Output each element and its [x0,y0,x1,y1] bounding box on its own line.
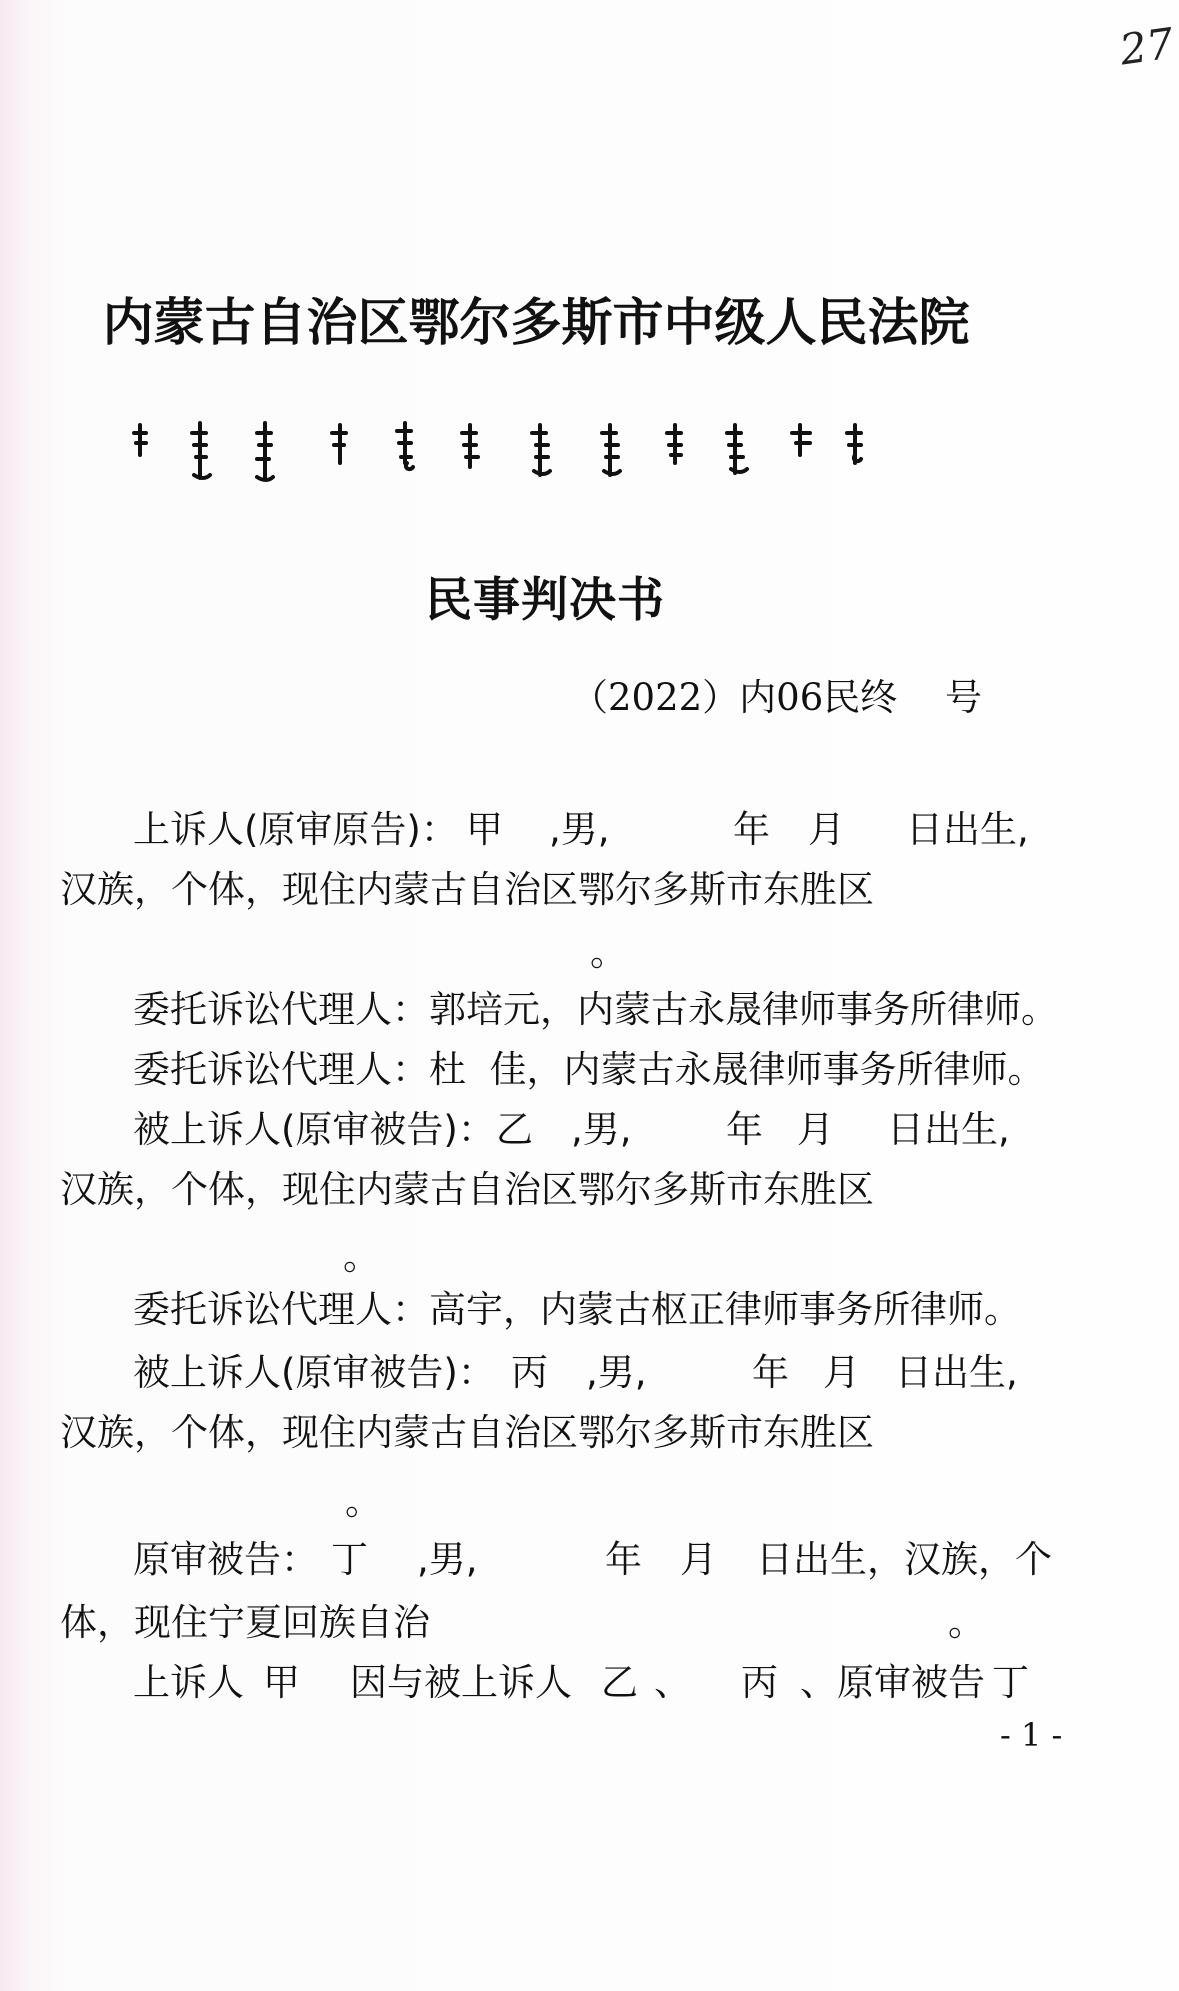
appellee2-year: 年 [752,1351,789,1394]
appellant-gender: ,男, [549,808,610,851]
appellee1-year: 年 [726,1108,763,1151]
appellee2-day: 日出生, [895,1351,1018,1394]
court-name-title: 内蒙古自治区鄂尔多斯市中级人民法院 [102,293,970,353]
appellee1-name: 乙 [496,1108,533,1151]
appellee2-name: 丙 [511,1351,548,1394]
appellee2-label: 被上诉人(原审被告)： [133,1351,495,1394]
agent-1: 委托诉讼代理人：郭培元，内蒙古永晟律师事务所律师。 [133,988,1058,1031]
appellant-name: 甲 [466,808,503,851]
defendant-name: 丁 [331,1538,368,1581]
defendant-address-end: 。 [948,1601,985,1644]
case-number-suffix: 号 [945,676,982,719]
agent-2: 委托诉讼代理人：杜 佳，内蒙古永晟律师事务所律师。 [133,1048,1045,1091]
appellee2-address-end: 。 [345,1480,382,1523]
page-number: - 1 - [1000,1716,1063,1754]
appellant-label: 上诉人(原审原告)： [133,808,458,851]
appellee1-gender: ,男, [571,1108,632,1151]
defendant-month: 月 [680,1538,717,1581]
defendant-label: 原审被告： [133,1538,318,1581]
document-type-title: 民事判决书 [425,573,665,628]
appellant-year: 年 [733,808,770,851]
appellee1-label: 被上诉人(原审被告)： [133,1108,495,1151]
defendant-day: 日出生，汉族，个 [756,1538,1052,1581]
summary-separator: 、 [654,1661,691,1704]
appellee1-address: 汉族，个体，现住内蒙古自治区鄂尔多斯市东胜区 [60,1168,874,1211]
defendant-gender: ,男, [417,1538,478,1581]
handwritten-page-number: 27 [1116,18,1177,75]
appellant-month: 月 [808,808,845,851]
appellee1-day: 日出生, [887,1108,1010,1151]
appellant-address-end: 。 [590,931,627,974]
appellee2-address: 汉族，个体，现住内蒙古自治区鄂尔多斯市东胜区 [60,1411,874,1454]
summary-appellant-label: 上诉人 [133,1661,244,1704]
appellant-day: 日出生, [906,808,1029,851]
agent-3: 委托诉讼代理人：高宇，内蒙古枢正律师事务所律师。 [133,1288,1021,1331]
appellant-address: 汉族，个体，现住内蒙古自治区鄂尔多斯市东胜区 [60,868,874,911]
mongolian-script-court-name [130,415,930,495]
summary-appellee1-name: 乙 [601,1661,638,1704]
appellee1-month: 月 [797,1108,834,1151]
defendant-address: 体，现住宁夏回族自治 [60,1601,430,1644]
appellee2-month: 月 [823,1351,860,1394]
summary-defendant-name: 丁 [992,1661,1029,1704]
summary-appellee2-name: 丙 [741,1661,778,1704]
case-number: （2022）内06民终 [571,676,898,719]
defendant-year: 年 [605,1538,642,1581]
summary-appellant-name: 甲 [263,1661,300,1704]
summary-text: 因与被上诉人 [350,1661,572,1704]
summary-defendant-label: 、原审被告 [800,1661,985,1704]
appellee1-address-end: 。 [343,1235,380,1278]
appellee2-gender: ,男, [586,1351,647,1394]
